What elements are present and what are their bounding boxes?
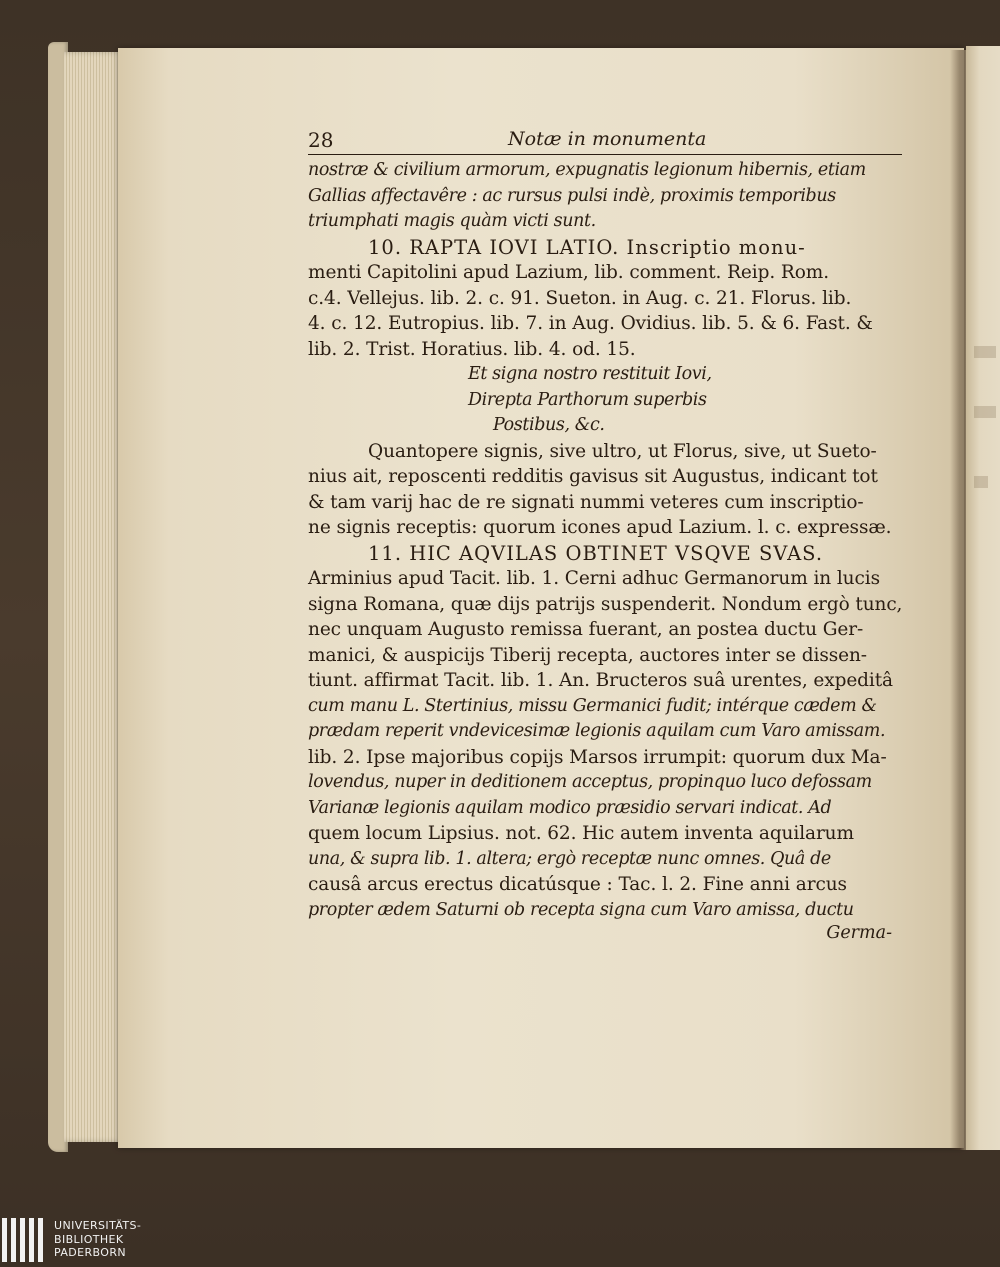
text-line: & tam varij hac de re signati nummi veteres cum inscriptio- bbox=[308, 491, 864, 513]
text-line: nec unquam Augusto remissa fuerant, an postea ductu Ger- bbox=[308, 619, 864, 640]
library-logo bbox=[2, 1218, 202, 1262]
text-line: 10. RAPTA IOVI LATIO. Inscriptio monu- bbox=[368, 235, 806, 259]
text-line: menti Capitolini apud Lazium, lib. comment. Reip. Rom. bbox=[308, 262, 829, 283]
logo-text bbox=[54, 1219, 141, 1260]
text-line: nostræ & civilium armorum, expugnatis legionum hibernis, etiam bbox=[308, 160, 866, 180]
bleed-through-mark bbox=[974, 346, 996, 358]
page-number: 28 bbox=[308, 128, 334, 152]
book-page-right-edge bbox=[966, 46, 1000, 1150]
text-line: una, & supra lib. 1. altera; ergò receptæ nunc omnes. Quâ de bbox=[308, 848, 831, 869]
text-line: lovendus, nuper in deditionem acceptus, propinquo luco defossam bbox=[308, 772, 872, 792]
text-line: triumphati magis quàm victi sunt. bbox=[308, 211, 596, 231]
bleed-through-mark bbox=[974, 476, 988, 488]
text-line: manici, & auspicijs Tiberij recepta, auctores inter se dissen- bbox=[308, 644, 867, 666]
text-line: causâ arcus erectus dicatúsque : Tac. l. 2. Fine anni arcus bbox=[308, 874, 847, 895]
text-line: Gallias affectavêre : ac rursus pulsi indè, proximis temporibus bbox=[308, 185, 836, 206]
text-line: propter ædem Saturni ob recepta signa cum Varo amissa, ductu bbox=[308, 899, 854, 920]
text-line: Postibus, &c. bbox=[493, 415, 605, 435]
bleed-through-mark bbox=[974, 406, 996, 418]
logo-bars-icon bbox=[2, 1218, 46, 1262]
text-line: ne signis receptis: quorum icones apud Lazium. l. c. expressæ. bbox=[308, 517, 892, 538]
catchword: Germa- bbox=[826, 923, 892, 943]
text-line: nius ait, reposcenti redditis gavisus sit Augustus, indicant tot bbox=[308, 466, 878, 487]
text-line: signa Romana, quæ dijs patrijs suspenderit. Nondum ergò tunc, bbox=[308, 593, 903, 615]
page-text bbox=[308, 128, 902, 943]
page-stack-edges bbox=[64, 52, 124, 1142]
running-head bbox=[308, 128, 902, 155]
text-line: Varianæ legionis aquilam modico præsidio servari indicat. Ad bbox=[308, 797, 832, 818]
text-line: quem locum Lipsius. not. 62. Hic autem inventa aquilarum bbox=[308, 823, 854, 844]
text-line: 4. c. 12. Eutropius. lib. 7. in Aug. Ovidius. lib. 5. & 6. Fast. & bbox=[308, 313, 873, 334]
text-line: prædam reperit vndevicesimæ legionis aquilam cum Varo amissam. bbox=[308, 721, 886, 741]
text-line: c.4. Vellejus. lib. 2. c. 91. Sueton. in Aug. c. 21. Florus. lib. bbox=[308, 287, 852, 309]
text-line: Quantopere signis, sive ultro, ut Florus, sive, ut Sueto- bbox=[368, 440, 877, 462]
text-line: Arminius apud Tacit. lib. 1. Cerni adhuc Germanorum in lucis bbox=[308, 568, 880, 589]
text-line: tiunt. affirmat Tacit. lib. 1. An. Bructeros suâ urentes, expeditâ bbox=[308, 670, 893, 691]
book-gutter bbox=[950, 50, 966, 1150]
text-line: 11. HIC AQVILAS OBTINET VSQVE SVAS. bbox=[368, 541, 824, 565]
logo-line-1: UNIVERSITÄTS- bbox=[54, 1219, 142, 1232]
text-lines bbox=[308, 158, 902, 923]
text-line: lib. 2. Ipse majoribus copijs Marsos irrumpit: quorum dux Ma- bbox=[308, 746, 887, 768]
text-line: cum manu L. Stertinius, missu Germanici fudit; intérque cædem & bbox=[308, 695, 877, 716]
running-title: Notæ in monumenta bbox=[508, 128, 707, 150]
logo-line-2: BIBLIOTHEK bbox=[54, 1232, 124, 1246]
text-line: Direpta Parthorum superbis bbox=[468, 389, 707, 410]
text-line: Et signa nostro restituit Iovi, bbox=[468, 364, 712, 384]
text-line: lib. 2. Trist. Horatius. lib. 4. od. 15. bbox=[308, 338, 636, 360]
logo-line-3: PADERBORN bbox=[54, 1246, 127, 1259]
